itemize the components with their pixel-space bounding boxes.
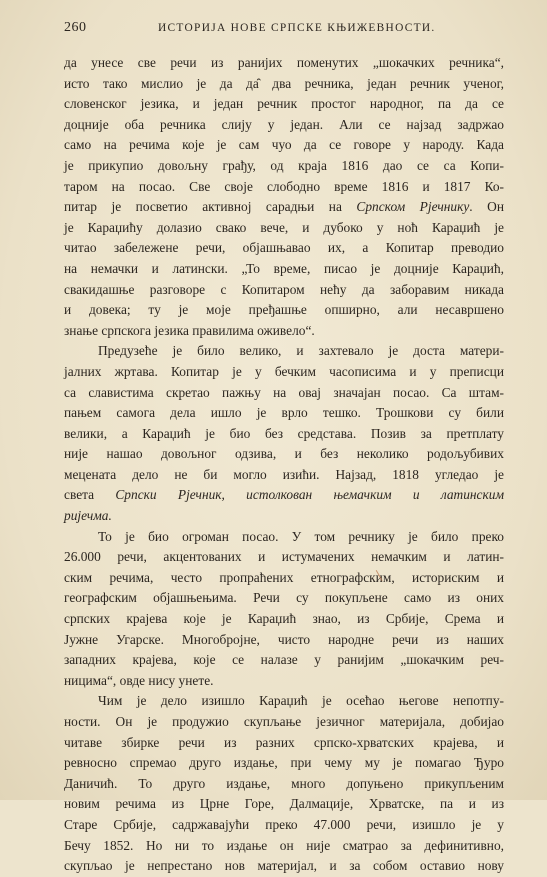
text-line: читаве збирке речи из разних српско-хрватских крајева, и bbox=[64, 734, 504, 750]
text-run: . Он bbox=[469, 199, 504, 215]
text-line: да унесе све речи из ранијих поменутих „шокачких речника“, bbox=[64, 55, 504, 70]
text-line: са славистима скретао пажњу на овај значајан посао. Са штам- bbox=[64, 384, 504, 400]
body-text bbox=[64, 53, 504, 877]
text-line: читао забележене речи, објашњавао их, а Копитар преводио bbox=[64, 240, 504, 256]
text-line: само на речима које је сам чуо да се говоре у народу. Када bbox=[64, 137, 504, 153]
text-line: скупљао је непрестано нов материјал, и за собом оставио нову bbox=[64, 858, 504, 874]
text-run: питар је посветио активној сарадњи на bbox=[64, 199, 357, 215]
text-line-mixed bbox=[64, 485, 504, 506]
text-line: То је био огроман посао. У том речнику је било преко bbox=[98, 528, 504, 544]
text-line: је Караџићу долазио свако вече, и дубоко у ноћ Караџић је bbox=[64, 219, 504, 235]
text-line: ревносно спремао друго издање, при чему му је помагао Ђуро bbox=[64, 755, 504, 771]
text-line: Даничић. То друго издање, много допуњено прикупљеним bbox=[64, 775, 504, 791]
text-line: новим речима из Црне Горе, Далмације, Хрватске, па и из bbox=[64, 796, 504, 812]
text-line: на немачки и латински. „То време, писао је доцније Караџић, bbox=[64, 260, 504, 276]
text-line: ности. Он је продужио скупљање језичног материјала, добијао bbox=[64, 714, 504, 729]
italic-book-title: Српски Рјечник, истолкован њемачким и латинским bbox=[115, 487, 504, 503]
text-line: Старе Србије, садржавајући преко 47.000 речи, изишло је у bbox=[64, 816, 504, 832]
text-line: Чим је дело изишло Караџић је осећао његове непотпу- bbox=[98, 693, 504, 709]
text-line: таром на посао. Све своје слободно време 1816 и 1817 Ко- bbox=[64, 178, 504, 194]
text-line: мецената дело не би могло изићи. Најзад, 1818 угледао је bbox=[64, 466, 504, 482]
text-line: исто тако мислио је да да̑ два речника, један речник ученог, bbox=[64, 75, 504, 91]
running-title: ИСТОРИЈА НОВЕ СРПСКЕ КЊИЖЕВНОСТИ. bbox=[158, 22, 436, 34]
italic-book-title-end: ријечма. bbox=[64, 508, 112, 524]
text-run: света bbox=[64, 487, 116, 503]
text-line: западних крајева, које се налазе у ранијим „шокачким реч- bbox=[64, 652, 504, 668]
italic-title-srpski-rjecnik: Српском Рјечнику bbox=[356, 199, 470, 215]
text-line: географским објашњењима. Речи су покупљене само из оних bbox=[64, 590, 504, 606]
text-line: доцније оба речника слију у један. Али се најзад задржао bbox=[64, 116, 504, 132]
text-line: је прикупио довољну грађу, од краја 1816 дао се са Копи- bbox=[64, 157, 504, 173]
text-line: 26.000 речи, акцентованих и истумачених немачким и латин- bbox=[64, 549, 504, 565]
text-line: и довека; ту је моје пређашње опширно, али несавршено bbox=[64, 302, 504, 318]
text-line-mixed bbox=[64, 197, 504, 218]
text-line: ницима“, овде нису унете. bbox=[64, 672, 214, 688]
text-line: свакидашње разговоре с Копитаром нећу да заборавим никада bbox=[64, 281, 504, 297]
text-line: Предузеће је било велико, и захтевало је доста матери- bbox=[98, 343, 504, 359]
text-line: пањем самога дела ишло је врло тешко. Трошкови су били bbox=[64, 405, 504, 421]
page-number: 260 bbox=[64, 20, 87, 35]
text-line: није нашао довољног одзива, и без неколико родољубивих bbox=[64, 446, 504, 462]
text-line: јалних жртава. Копитар је у бечким часописима и у преписци bbox=[64, 363, 504, 379]
text-line: Јужне Угарске. Многобројне, чисто народне речи из наших bbox=[64, 631, 504, 647]
text-line: ским речима, често пропраћених етнографским, историским и bbox=[64, 569, 504, 585]
text-line: велики, а Караџић је био без средстава. Позив за претплату bbox=[64, 425, 504, 441]
text-line: знање српскога језика правилима оживело“. bbox=[64, 322, 315, 338]
text-line: Бечу 1852. Но ни то издање он није сматрао за дефинитивно, bbox=[64, 837, 504, 853]
page-header bbox=[64, 20, 504, 40]
text-line: словенског језика, и један речник простог народног, па да се bbox=[64, 96, 504, 112]
text-line: српских крајева које је Караџић знао, из Србије, Срема и bbox=[64, 611, 504, 627]
